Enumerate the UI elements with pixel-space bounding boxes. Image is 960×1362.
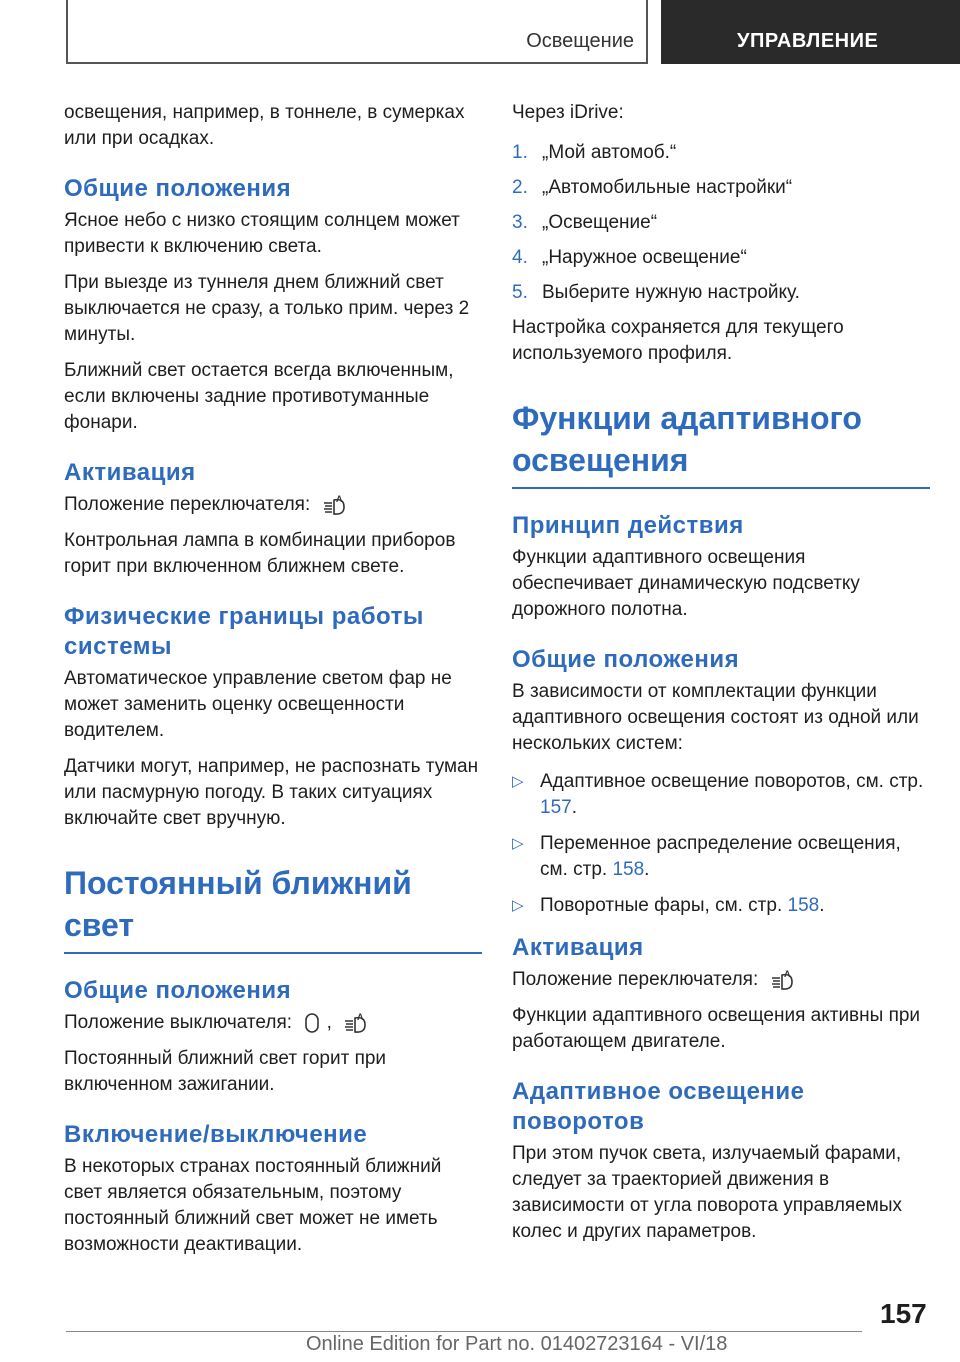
bullet-triangle-icon: ▷ [512,773,524,790]
list-item: 2. „Автомобильные настройки“ [512,177,793,198]
onoff-paragraph: В некоторых странах постоянный ближний свет является обязательным, поэтому постоянный ближний свет может не иметь возможности деактивации. [64,1156,442,1255]
activation-paragraph: Функции адаптивного освещения активны при работающем двигателе. [512,1005,921,1052]
footer-edition: Online Edition for Part no. 01402723164 - VI/18 [306,1333,728,1355]
separator: , [326,1012,332,1033]
list-item: 1. „Мой автомоб.“ [512,142,677,163]
general-heading: Общие положения [512,646,740,673]
intro-text: освещения, например, в тоннеле, в сумерках или при осадках. [64,102,465,149]
page-link[interactable]: 158 [787,895,820,916]
activation-text: Положение переключателя: [512,969,759,990]
list-item: 4. „Наружное освещение“ [512,247,747,268]
chapter-title: УПРАВЛЕНИЕ [737,30,879,52]
list-item: ▷ Поворотные фары, см. стр. 158. [512,893,930,919]
page-link[interactable]: 157 [540,797,572,818]
page-link[interactable]: 158 [612,859,645,880]
auto-headlight-icon [322,494,348,516]
footer-rule [66,1331,862,1332]
auto-headlight-icon [343,1012,369,1034]
perm-general-paragraph [64,1010,482,1036]
section-title: Освещение [526,30,634,52]
activation-heading: Активация [64,459,196,486]
perm-general-text: Положение выключателя: [64,1012,293,1033]
list-item: ▷ Переменное распределение освещения, см. стр. 158. [512,831,930,883]
general-paragraph: Ближний свет остается всегда включенным, если включены задние противотуманные фонари. [64,360,454,433]
activation-paragraph [512,967,930,993]
limits-paragraph: Датчики могут, например, не распознать туман или пасмурную погоду. В таких ситуациях включайте свет вручную. [64,756,479,829]
section-header [66,0,648,64]
adaptive-heading-wrap [512,397,930,489]
permanent-heading-wrap [64,862,482,954]
idrive-intro: Через iDrive: [512,102,624,123]
cornering-paragraph: При этом пучок света, излучаемый фарами, следует за траекторией движения в зависимости от угла поворота управляемых колес и других параметров. [512,1143,902,1242]
activation-text: Положение переключателя: [64,494,311,515]
permanent-heading: Постоянный ближний свет [64,865,412,943]
page-number: 157 [880,1298,927,1329]
principle-heading: Принцип действия [512,512,744,539]
principle-paragraph: Функции адаптивного освещения обеспечивает динамическую подсветку дорожного полотна. [512,547,860,620]
general-paragraph: В зависимости от комплектации функции адаптивного освещения состоят из одной или нескольких систем: [512,681,919,754]
cornering-heading: Адаптивное освещение поворотов [512,1078,805,1135]
idrive-steps [512,140,930,306]
list-item: 3. „Освещение“ [512,212,658,233]
limits-paragraph: Автоматическое управление светом фар не может заменить оценку освещенности водителем. [64,668,452,741]
chapter-tab [661,0,960,64]
general-paragraph: При выезде из туннеля днем ближний свет выключается не сразу, а только прим. через 2 минуты. [64,272,470,345]
svg-text:A: A [335,493,343,504]
general-heading: Общие положения [64,175,292,202]
general-paragraph: Ясное небо с низко стоящим солнцем может привести к включению света. [64,210,460,257]
bullet-triangle-icon: ▷ [512,897,524,914]
switch-off-icon [303,1012,321,1034]
saved-note: Настройка сохраняется для текущего используемого профиля. [512,317,844,364]
perm-general-heading: Общие положения [64,977,292,1004]
svg-text:A: A [783,968,791,979]
right-column [512,100,930,1255]
activation-heading: Активация [512,934,644,961]
bullet-triangle-icon: ▷ [512,835,524,852]
activation-paragraph [64,492,482,518]
adaptive-heading: Функции адаптивного освещения [512,400,862,478]
svg-text:A: A [357,1011,364,1022]
systems-list [512,769,930,919]
limits-heading: Физические границы работы системы [64,603,424,660]
activation-paragraph: Контрольная лампа в комбинации приборов горит при включенном ближнем свете. [64,530,456,577]
left-column [64,100,482,1268]
list-item: ▷ Адаптивное освещение поворотов, см. стр. 157. [512,769,930,821]
auto-headlight-icon [770,969,796,991]
onoff-heading: Включение/выключение [64,1121,368,1148]
perm-general-paragraph: Постоянный ближний свет горит при включенном зажигании. [64,1048,387,1095]
list-item: 5. Выберите нужную настройку. [512,282,800,303]
